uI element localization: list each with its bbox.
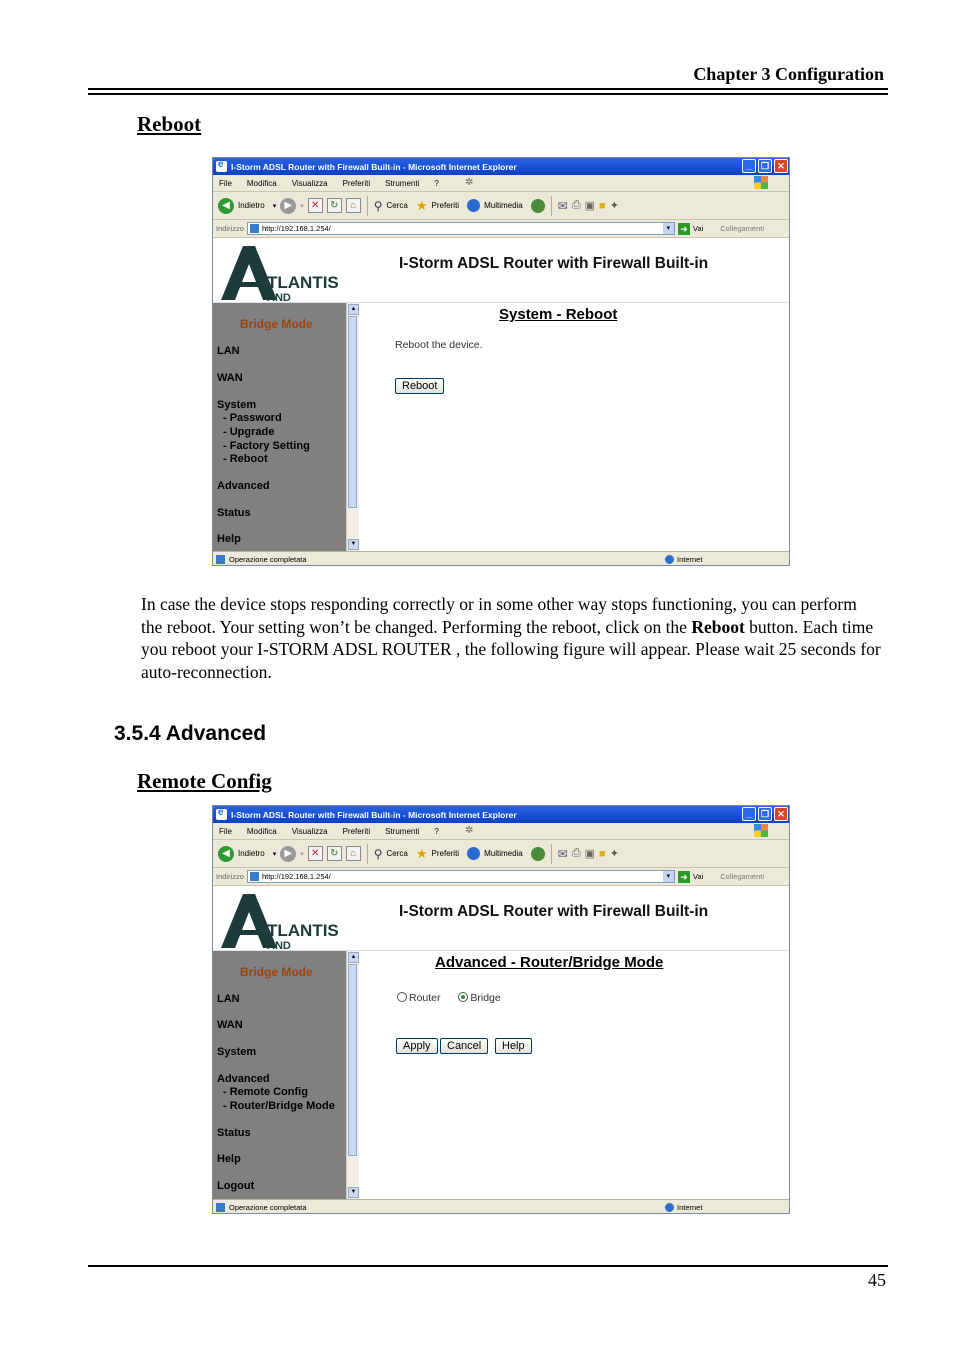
stop-icon[interactable]: ✕ [308,198,323,213]
header-rule-thin [88,93,888,95]
edit-icon[interactable]: ▣ [584,848,596,860]
paragraph-part1: In case the device stops responding correctly or in some other way stops functioning, you can perform the reboot. Your setting won’t be changed. Performing the reboot, click on the [141,594,857,637]
throbber-icon: ✲ [465,177,474,188]
go-label[interactable]: Vai [692,872,704,881]
back-dropdown-icon[interactable]: ▾ [272,202,277,210]
status-bar [213,1199,789,1214]
logo-text-main: TLANTIS [267,273,339,292]
menu-file[interactable]: File [219,826,232,836]
media-icon[interactable] [467,199,480,212]
browser-window-reboot [212,157,790,566]
search-label[interactable]: Cerca [386,849,408,858]
apply-button[interactable]: Apply [396,1038,438,1054]
page-title: System - Reboot [499,306,618,323]
status-page-icon [216,555,225,564]
menu-strumenti[interactable]: Strumenti [385,826,420,836]
scroll-up-icon[interactable]: ▲ [348,952,359,963]
back-icon[interactable]: ◀ [218,198,234,214]
sidebar-scrollbar[interactable] [346,951,359,1199]
menu-modifica[interactable]: Modifica [246,178,277,188]
menu-visualizza[interactable]: Visualizza [291,826,328,836]
main-panel [359,303,789,551]
maximize-button[interactable]: ❐ [758,159,772,173]
sidebar-item-lan[interactable]: LAN [217,345,240,357]
window-title: I-Storm ADSL Router with Firewall Built-in - Microsoft Internet Explorer [231,161,517,172]
header-rule [88,88,888,90]
sidebar-item-factory-setting[interactable]: - Factory Setting [223,440,310,452]
discuss-icon[interactable]: ■ [599,199,606,212]
logo-text-sub: AND [267,292,291,302]
page-icon [250,224,259,233]
browser-window-advanced [212,805,790,1214]
site-header [213,886,789,951]
address-bar [213,220,789,238]
ie-icon [216,809,227,820]
mail-icon[interactable]: ✉ [557,846,568,861]
print-icon[interactable]: ⎙ [571,199,581,211]
reboot-description: Reboot the device. [395,339,483,351]
address-dropdown-icon[interactable]: ▾ [663,223,674,234]
mail-icon[interactable]: ✉ [557,198,568,213]
sidebar-item-status[interactable]: Status [217,1127,251,1139]
zone-label: Internet [677,1203,703,1212]
site-title: I-Storm ADSL Router with Firewall Built-in [399,255,709,272]
close-button[interactable]: ✕ [774,807,788,821]
internet-zone-icon [665,555,674,564]
sidebar-item-advanced[interactable]: Advanced [217,1073,270,1085]
help-button[interactable]: Help [495,1038,532,1054]
status-text: Operazione completata [229,1203,307,1212]
site-title: I-Storm ADSL Router with Firewall Built-in [399,903,709,920]
minimize-button[interactable]: _ [742,807,756,821]
bridge-mode-label: Bridge Mode [240,317,313,331]
page-content [213,886,789,1199]
paragraph-part2: button. Each time you reboot your I-STORM ADSL ROUTER , the following figure will appear. Please wait 25 seconds for auto-reconnection. [141,616,881,682]
favorites-label[interactable]: Preferiti [431,849,460,858]
sidebar-item-logout[interactable]: Logout [217,1180,255,1192]
minimize-button[interactable]: _ [742,159,756,173]
cancel-button[interactable]: Cancel [440,1038,488,1054]
toolbar [213,840,789,868]
address-bar [213,868,789,886]
go-label[interactable]: Vai [692,224,704,233]
page-title: Advanced - Router/Bridge Mode [435,954,664,971]
sidebar-item-status[interactable]: Status [217,507,251,519]
window-titlebar [213,158,789,175]
sidebar-item-upgrade[interactable]: - Upgrade [223,426,275,438]
reboot-paragraph [141,593,881,683]
links-label[interactable]: Collegamenti [720,224,765,233]
atlantis-logo [219,242,359,302]
sidebar-item-system[interactable]: System [217,399,257,411]
menu-visualizza[interactable]: Visualizza [291,178,328,188]
history-icon[interactable] [531,199,545,213]
window-title: I-Storm ADSL Router with Firewall Built-in - Microsoft Internet Explorer [231,809,517,820]
status-bar [213,551,789,566]
reboot-button[interactable]: Reboot [395,378,444,394]
sidebar-item-wan[interactable]: WAN [217,1019,243,1031]
history-icon[interactable] [531,847,545,861]
windows-logo-icon [754,176,768,189]
favorites-label[interactable]: Preferiti [431,201,460,210]
address-input[interactable] [247,870,675,883]
logo-text-sub: AND [267,940,291,950]
search-label[interactable]: Cerca [386,201,408,210]
sidebar-item-advanced[interactable]: Advanced [217,480,270,492]
media-label[interactable]: Multimedia [484,201,523,210]
chapter-header: Chapter 3 Configuration [693,64,884,84]
menu-strumenti[interactable]: Strumenti [385,178,420,188]
forward-icon[interactable]: ▶ [280,846,296,862]
scroll-down-icon[interactable]: ▼ [348,539,359,550]
media-label[interactable]: Multimedia [484,849,523,858]
discuss-icon[interactable]: ■ [599,847,606,860]
scroll-up-icon[interactable]: ▲ [348,304,359,315]
page-number: 45 [868,1270,886,1290]
sidebar-item-help[interactable]: Help [217,1153,241,1165]
address-url: http://192.168.1.254/ [261,872,331,881]
media-icon[interactable] [467,847,480,860]
sidebar-item-remote-config[interactable]: - Remote Config [223,1086,308,1098]
menu-preferiti[interactable]: Preferiti [342,826,371,836]
sidebar-item-wan[interactable]: WAN [217,372,243,384]
scroll-down-icon[interactable]: ▼ [348,1187,359,1198]
toolbar [213,192,789,220]
home-icon[interactable]: ⌂ [346,198,361,213]
go-icon[interactable]: ➜ [678,223,690,235]
address-label: Indirizzo [216,872,244,881]
search-icon[interactable]: ⚲ [373,846,383,861]
sidebar-nav [213,951,346,1199]
sidebar-nav [213,303,346,551]
sidebar-scrollbar[interactable] [346,303,359,551]
main-panel [359,951,789,1199]
radio-router-label[interactable]: Router [409,992,441,1004]
menu-modifica[interactable]: Modifica [246,826,277,836]
forward-dropdown-icon[interactable]: ▾ [300,202,304,210]
messenger-icon[interactable]: ✦ [609,848,619,860]
address-label: Indirizzo [216,224,244,233]
page-icon [250,872,259,881]
bridge-mode-label: Bridge Mode [240,965,313,979]
print-icon[interactable]: ⎙ [571,847,581,859]
menu-help[interactable]: ? [434,178,439,188]
address-dropdown-icon[interactable]: ▾ [663,871,674,882]
menu-file[interactable]: File [219,178,232,188]
site-header [213,238,789,303]
ie-icon [216,161,227,172]
internet-zone-icon [665,1203,674,1212]
links-label[interactable]: Collegamenti [720,872,765,881]
go-icon[interactable]: ➜ [678,871,690,883]
forward-icon[interactable]: ▶ [280,198,296,214]
sidebar-item-password[interactable]: - Password [223,412,282,424]
atlantis-logo [219,890,359,950]
refresh-icon[interactable]: ↻ [327,846,342,861]
sidebar-item-system[interactable]: System [217,1046,257,1058]
refresh-icon[interactable]: ↻ [327,198,342,213]
edit-icon[interactable]: ▣ [584,200,596,212]
favorites-icon[interactable]: ★ [415,845,428,861]
sidebar-item-router-bridge-mode[interactable]: - Router/Bridge Mode [223,1100,335,1112]
mode-radio-group [397,992,501,1004]
throbber-icon: ✲ [465,825,474,836]
page-content [213,238,789,551]
window-titlebar [213,806,789,823]
back-icon[interactable]: ◀ [218,846,234,862]
logo-text-main: TLANTIS [267,921,339,940]
scroll-thumb[interactable] [348,316,357,508]
maximize-button[interactable]: ❐ [758,807,772,821]
messenger-icon[interactable]: ✦ [609,200,619,212]
stop-icon[interactable]: ✕ [308,846,323,861]
zone-label: Internet [677,555,703,564]
back-label[interactable]: Indietro [238,849,265,858]
radio-bridge-label[interactable]: Bridge [470,992,501,1004]
section-heading-advanced: 3.5.4 Advanced [114,722,267,745]
section-title-reboot: Reboot [137,112,202,136]
back-dropdown-icon[interactable]: ▾ [272,850,277,858]
close-button[interactable]: ✕ [774,159,788,173]
scroll-thumb[interactable] [348,964,357,1156]
status-text: Operazione completata [229,555,307,564]
search-icon[interactable]: ⚲ [373,198,383,213]
forward-dropdown-icon[interactable]: ▾ [300,850,304,858]
paragraph-bold-reboot: Reboot [691,616,745,637]
menu-bar [213,175,789,192]
sidebar-item-lan[interactable]: LAN [217,993,240,1005]
windows-logo-icon [754,824,768,837]
status-page-icon [216,1203,225,1212]
address-url: http://192.168.1.254/ [261,224,331,233]
menu-preferiti[interactable]: Preferiti [342,178,371,188]
radio-router[interactable] [397,992,407,1002]
menu-bar [213,823,789,840]
sidebar-item-help[interactable]: Help [217,533,241,545]
section-title-remote-config: Remote Config [137,769,272,793]
radio-bridge[interactable] [458,992,468,1002]
sidebar-item-reboot[interactable]: - Reboot [223,453,268,465]
address-input[interactable] [247,222,675,235]
footer-rule [88,1265,888,1267]
favorites-icon[interactable]: ★ [415,197,428,213]
home-icon[interactable]: ⌂ [346,846,361,861]
menu-help[interactable]: ? [434,826,439,836]
back-label[interactable]: Indietro [238,201,265,210]
